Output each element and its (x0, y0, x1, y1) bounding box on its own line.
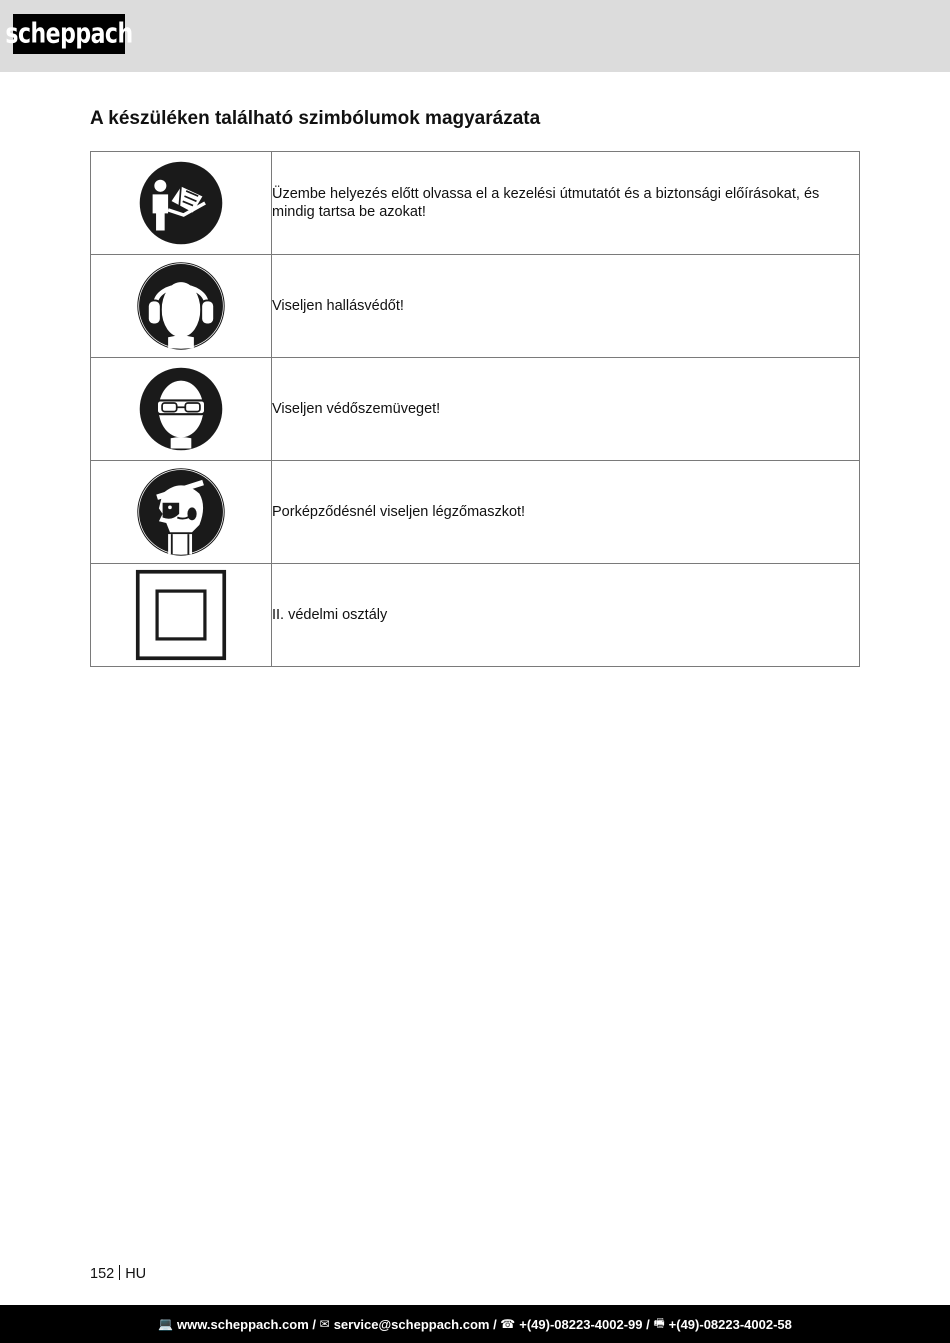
page-language: HU (125, 1266, 147, 1282)
symbol-description: II. védelmi osztály (272, 564, 860, 667)
footer-fax: +(49)-08223-4002-58 (668, 1316, 792, 1332)
scheppach-logo[interactable] (5, 14, 133, 54)
page-title: A készüléken található szimbólumok magyarázata (90, 108, 541, 129)
page-number-value: 152 (90, 1266, 115, 1282)
page-number (90, 1265, 146, 1282)
table-row (91, 461, 860, 564)
table-row (91, 564, 860, 667)
icon-cell (91, 358, 272, 461)
respiratory-mask-icon (135, 466, 227, 558)
read-manual-icon (138, 160, 224, 246)
footer-separator: / (308, 1316, 320, 1332)
hearing-protection-icon (135, 260, 227, 352)
symbol-description: Üzembe helyezés előtt olvassa el a kezelési útmutatót és a biztonsági előírásokat, és mindig tartsa be azokat! (272, 152, 860, 255)
symbols-table (90, 151, 860, 667)
footer-separator: / (489, 1316, 501, 1332)
icon-cell (91, 461, 272, 564)
computer-icon: 💻 (158, 1317, 174, 1331)
table-row (91, 255, 860, 358)
header-bar (0, 0, 950, 72)
phone-icon: ☎ (500, 1317, 516, 1331)
icon-cell (91, 564, 272, 667)
page-number-separator (119, 1265, 120, 1280)
icon-cell (91, 255, 272, 358)
table-row (91, 358, 860, 461)
footer-phone[interactable]: +(49)-08223-4002-99 (519, 1316, 643, 1332)
symbol-description: Porképződésnél viseljen légzőmaszkot! (272, 461, 860, 564)
logo-text: scheppach (5, 18, 133, 50)
fax-icon: 🖷 (653, 1315, 665, 1330)
footer-separator: / (642, 1316, 654, 1332)
symbol-description: Viseljen védőszemüveget! (272, 358, 860, 461)
mail-icon: ✉ (319, 1317, 330, 1331)
icon-cell (91, 152, 272, 255)
footer-email[interactable]: service@scheppach.com (333, 1316, 490, 1332)
table-row (91, 152, 860, 255)
protection-class-2-icon (135, 569, 227, 661)
symbol-description: Viseljen hallásvédőt! (272, 255, 860, 358)
footer-website[interactable]: www.scheppach.com (177, 1316, 309, 1332)
footer-bar (0, 1305, 950, 1343)
eye-protection-icon (138, 366, 224, 452)
